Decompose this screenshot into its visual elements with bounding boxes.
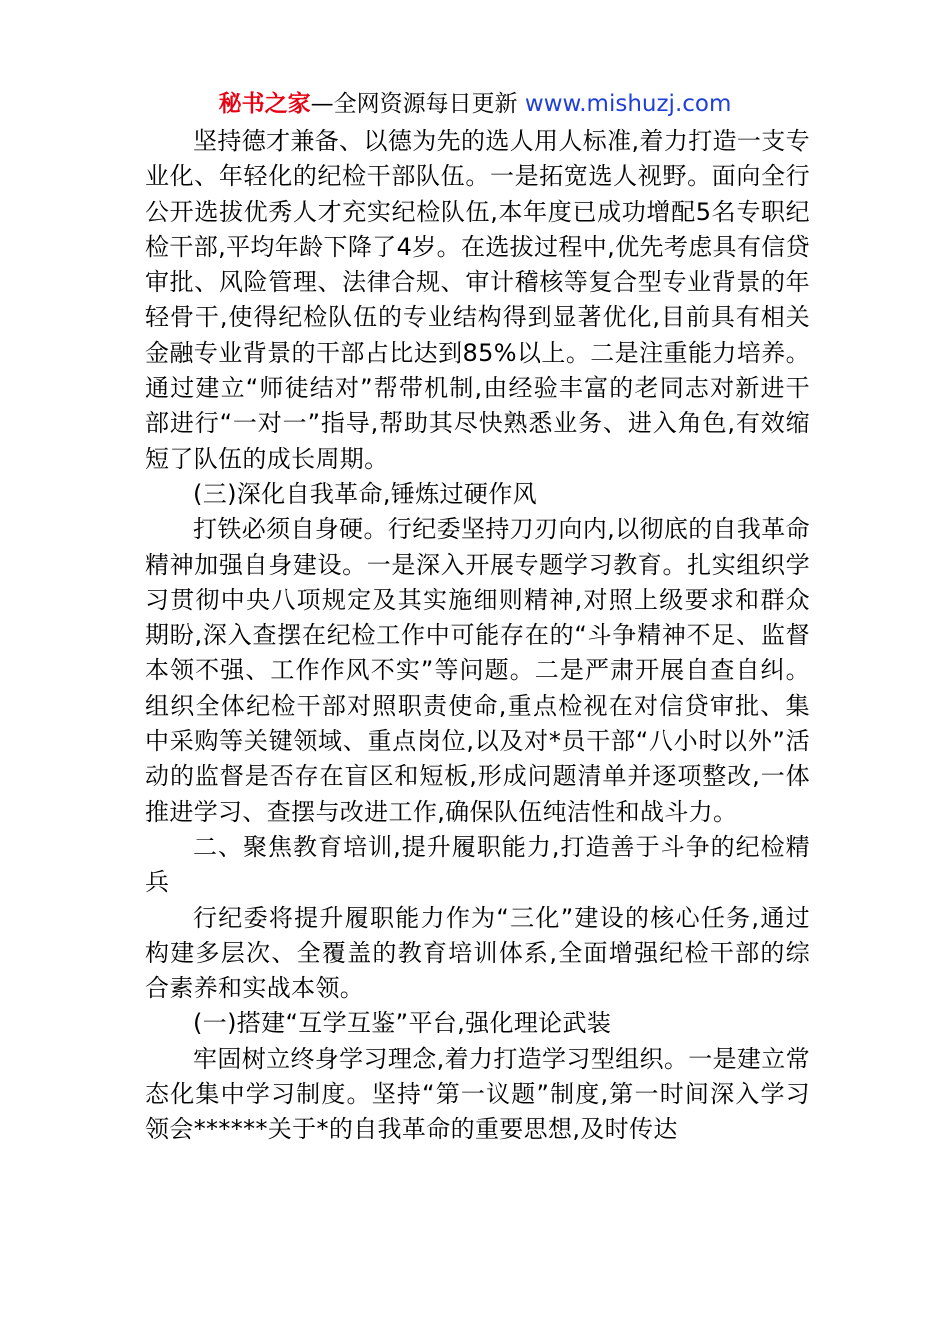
- body-paragraph: 坚持德才兼备、以德为先的选人用人标准,着力打造一支专业化、年轻化的纪检干部队伍。一是拓宽选人视野。面向全行公开选拔优秀人才充实纪检队伍,本年度已成功增配5名专职纪检干部,平均年龄下降了4岁。在选拔过程中,优先考虑具有信贷审批、风险管理、法律合规、审计稽核等复合型专业背景的年轻骨干,使得纪检队伍的专业结构得到显著优化,目前具有相关金融专业背景的干部占比达到85%以上。二是注重能力培养。通过建立“师徒结对”帮带机制,由经验丰富的老同志对新进干部进行“一对一”指导,帮助其尽快熟悉业务、进入角色,有效缩短了队伍的成长周期。: [145, 127, 810, 473]
- section-heading: (三)深化自我革命,锤炼过硬作风: [193, 479, 537, 508]
- body-paragraph: 行纪委将提升履职能力作为“三化”建设的核心任务,通过构建多层次、全覆盖的教育培训体系,全面增强纪检干部的综合素养和实战本领。: [145, 903, 810, 1003]
- document-body: [145, 124, 810, 1148]
- site-brand: 秘书之家: [218, 91, 311, 117]
- site-url[interactable]: www.mishuzj.com: [524, 91, 732, 117]
- chapter-heading: 二、聚焦教育培训,提升履职能力,打造善于斗争的纪检精兵: [145, 832, 810, 897]
- section-heading: (一)搭建“互学互鉴”平台,强化理论武装: [193, 1009, 612, 1038]
- body-paragraph: 打铁必须自身硬。行纪委坚持刀刃向内,以彻底的自我革命精神加强自身建设。一是深入开展专题学习教育。扎实组织学习贯彻中央八项规定及其实施细则精神,对照上级要求和群众期盼,深入查摆在纪检工作中可能存在的“斗争精神不足、监督本领不强、工作作风不实”等问题。二是严肃开展自查自纠。组织全体纪检干部对照职责使命,重点检视在对信贷审批、集中采购等关键领域、重点岗位,以及对*员干部“八小时以外”活动的监督是否存在盲区和短板,形成问题清单并逐项整改,一体推进学习、查摆与改进工作,确保队伍纯洁性和战斗力。: [145, 515, 810, 826]
- site-header: [0, 84, 950, 124]
- body-paragraph: 牢固树立终身学习理念,着力打造学习型组织。一是建立常态化集中学习制度。坚持“第一议题”制度,第一时间深入学习领会******关于*的自我革命的重要思想,及时传达: [145, 1044, 810, 1144]
- site-slogan: —全网资源每日更新: [310, 91, 525, 117]
